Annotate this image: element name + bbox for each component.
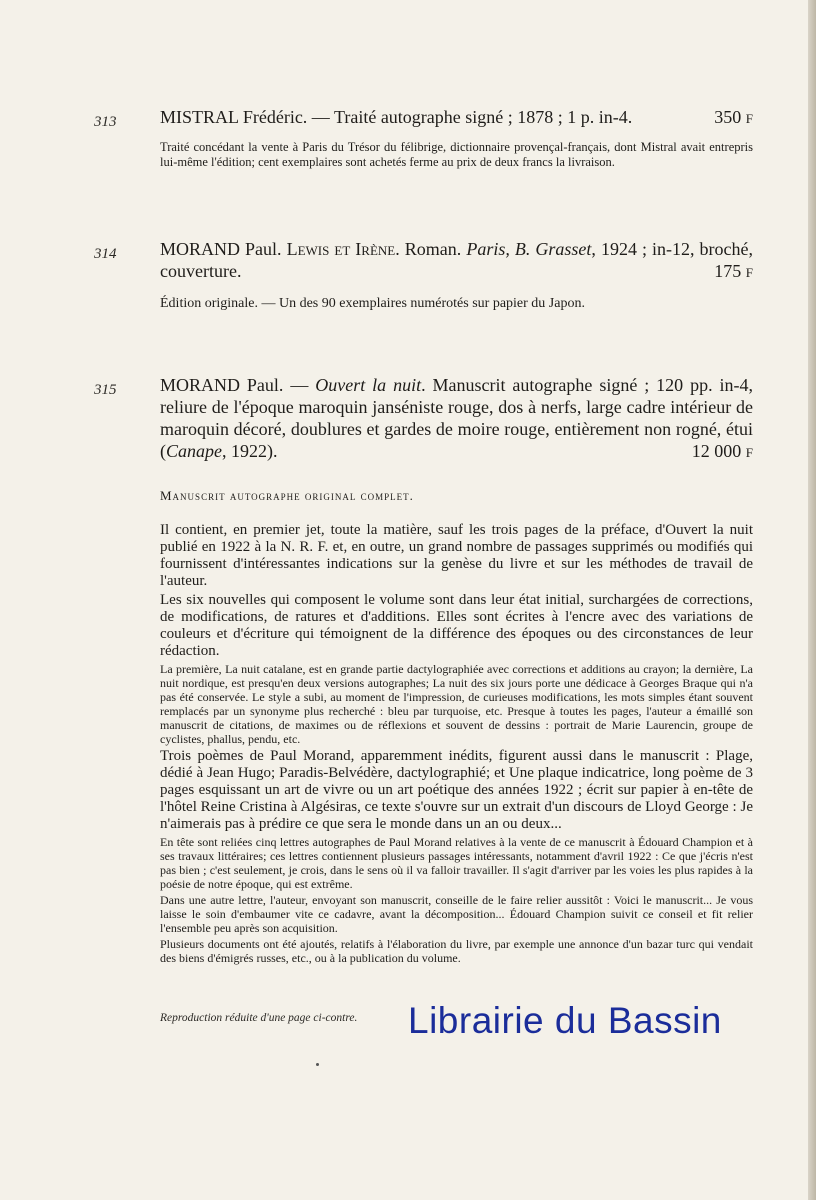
lot-315-small-paragraph-3: Dans une autre lettre, l'auteur, envoyant son manuscrit, conseille de le faire relier aussitôt : Voici le manuscrit... Je vous laisse le soin d'embaumer vite ce cadavre, avant la décomposition... Édouard Champion suivit ce conseil et fit relier l'ensemble peu après son acquisition.: [160, 893, 753, 935]
lot-314-heading-rest: . Roman.: [395, 239, 462, 259]
lot-number-314: 314: [94, 246, 117, 262]
lot-314-heading: [160, 238, 753, 282]
lot-315-small-paragraph-1: La première, La nuit catalane, est en grande partie dactylographiée avec corrections et additions au crayon; la dernière, La nuit nordique, est presqu'en deux versions autographes; La nuit des six jours porte une dédicace à Georges Braque qui n'a pas été conservée. Le style a subi, au moment de l'impression, de curieuses modifications, les mots simples étant souvent remplacés par un synonyme plus recherché : bleu par turquoise, etc. Presque à toutes les pages, l'auteur a émaillé son manuscrit de citations, de maximes ou de réflexions et souvent de dessins : portrait de Marie Laurencin, groupe de cyclistes, phallus, pendu, etc.: [160, 662, 753, 746]
lot-314-currency: F: [745, 265, 753, 280]
lot-315-heading: [160, 374, 753, 462]
lot-315-author: MORAND Paul. —: [160, 375, 309, 395]
lot-313: [160, 106, 753, 170]
lot-314-publisher: Paris, B. Grasset: [466, 239, 592, 259]
lot-315-body: [160, 522, 753, 965]
lot-314-price-value: 175: [714, 261, 742, 281]
lot-315-title: Ouvert la nuit: [315, 375, 422, 395]
page-edge: [808, 0, 816, 1200]
lot-314-author: MORAND Paul.: [160, 239, 282, 259]
lot-315-small-paragraph-4: Plusieurs documents ont été ajoutés, relatifs à l'élaboration du livre, par exemple une annonce d'un bazar turc qui vendait des biens d'émigrés russes, etc., ou à la publication du volume.: [160, 937, 753, 965]
lot-314-note: Édition originale. — Un des 90 exemplaires numérotés sur papier du Japon.: [160, 296, 585, 311]
lot-315-currency: F: [745, 445, 753, 460]
lot-number-313: 313: [94, 114, 117, 130]
lot-313-heading-text: MISTRAL Frédéric. — Traité autographe signé ; 1878 ; 1 p. in-4.: [160, 107, 633, 127]
reproduction-caption: Reproduction réduite d'une page ci-contre.: [160, 1012, 358, 1024]
lot-314: [160, 238, 753, 311]
lot-315-paragraph-1: Il contient, en premier jet, toute la matière, sauf les trois pages de la préface, d'Ouvert la nuit publié en 1922 à la N. R. F. et, en outre, un grand nombre de passages supprimés ou modifiés qui fournissent d'intéressantes indications sur la genèse du livre et sur les méthodes de travail de l'auteur.: [160, 522, 753, 589]
lot-315-poems-paragraph: Trois poèmes de Paul Morand, apparemment inédits, figurent aussi dans le manuscrit : Plage, dédié à Jean Hugo; Paradis-Belvédère, dactylographié; et Une plaque indicatrice, long poème de 3 pages esquissant un art de vivre ou un art poétique des années 1922 ; écrit sur papier à en-tête de l'hôtel Reine Cristina à Algésiras, ce texte s'ouvre sur un extrait d'un discours de Lloyd George : Je n'aimerais pas à prédire ce que sera le monde dans un an ou deux...: [160, 748, 753, 832]
watermark-text: Librairie du Bassin: [408, 1000, 722, 1041]
lot-315-price-value: 12 000: [691, 441, 742, 461]
lot-315: [160, 374, 753, 967]
lot-313-note: Traité concédant la vente à Paris du Trésor du félibrige, dictionnaire provençal-français, dont Mistral avait entrepris lui-même l'édition; cent exemplaires sont achetés ferme au prix de deux francs la livraison.: [160, 140, 753, 169]
lot-315-price: [692, 440, 753, 464]
lot-314-heading-tail: , 1924 ; in-12, broché, couverture.: [160, 239, 754, 281]
lot-315-section-title: Manuscrit autographe original complet.: [160, 488, 414, 503]
lot-314-price: [714, 260, 753, 284]
lot-315-heading-tail: , 1922).: [222, 441, 278, 461]
lot-number-315: 315: [94, 382, 117, 398]
lot-313-heading: [160, 106, 753, 128]
lot-314-title: Lewis et Irène: [286, 239, 396, 259]
page-dot: [316, 1063, 319, 1066]
lot-315-paragraph-2: Les six nouvelles qui composent le volume sont dans leur état initial, surchargées de corrections, de modifications, de ratures et d'additions. Elles sont écrites à l'encre avec des variations de couleurs et d'écriture qui témoignent de la différence des époques ou des circonstances de leur rédaction.: [160, 592, 753, 659]
lot-313-price-value: 350: [714, 107, 742, 127]
lot-313-currency: F: [745, 111, 753, 126]
lot-315-heading-rest: . Manuscrit autographe signé ; 120 pp. in-4, reliure de l'époque maroquin janséniste rouge, dos à nerfs, large cadre intérieur de maroquin décoré, doublures et gardes de moire rouge, entièrement non rogné, étui (: [160, 375, 753, 461]
lot-315-binder: Canape: [166, 441, 222, 461]
lot-315-small-paragraph-2: En tête sont reliées cinq lettres autographes de Paul Morand relatives à la vente de ce manuscrit à Édouard Champion et à ses travaux littéraires; ces lettres contiennent plusieurs passages intéressants, notamment d'avril 1922 : Ce que j'écris n'est pas bien ; c'est seulement, je crois, dans le sens où il va falloir travailler. Il s'agit d'arriver par les voies les plus rapides à la poésie de notre époque, qui est extrême.: [160, 835, 753, 891]
lot-313-price: [714, 106, 753, 130]
